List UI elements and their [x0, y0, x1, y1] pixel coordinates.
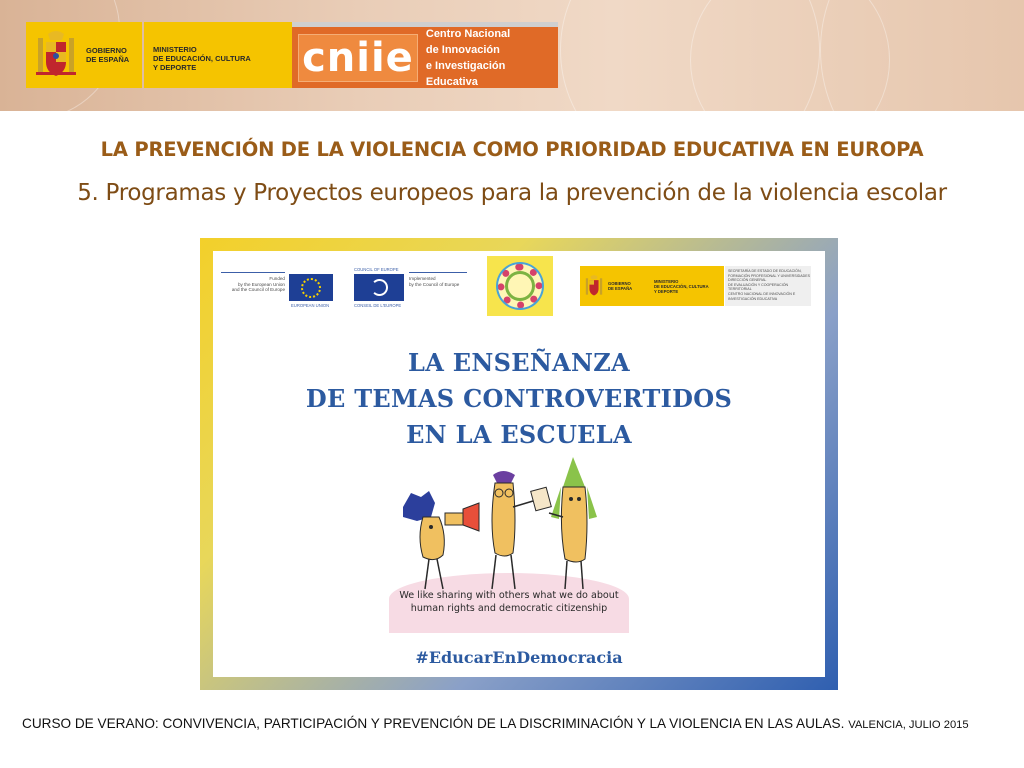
ministerio-line-1: MINISTERIO [153, 45, 197, 54]
coe-top-caption: COUNCIL OF EUROPE [354, 267, 399, 272]
poster-logos-row [213, 251, 825, 321]
poster-content [213, 251, 825, 677]
poster-hashtag: #EducarEnDemocracia [415, 648, 623, 667]
mini-gobierno-line-2: DE ESPAÑA [608, 286, 633, 291]
green-hat-character-icon [549, 457, 597, 589]
mini-coat-of-arms-icon [584, 273, 604, 299]
ministerio-line-3: Y DEPORTE [153, 63, 197, 72]
poster-title-line-1: LA ENSEÑANZA [408, 348, 630, 377]
ministerio-logo [144, 22, 292, 88]
header-banner [0, 0, 1024, 111]
cniie-logo [292, 22, 558, 88]
cniie-line-1: Centro Nacional [425, 27, 511, 40]
implemented-line-2: by the Council of Europe [409, 281, 460, 287]
gobierno-line-2: DE ESPAÑA [86, 55, 130, 64]
footer-place-date: VALENCIA, JULIO 2015 [848, 719, 969, 731]
funded-line-3: and the Council of Europe [231, 287, 285, 292]
slide-title: LA PREVENCIÓN DE LA VIOLENCIA COMO PRIORIDAD EDUCATIVA EN EUROPA [100, 138, 924, 161]
cniie-line-3: e Investigación Educativa [425, 59, 506, 88]
poster-title-line-2: DE TEMAS CONTROVERTIDOS [305, 384, 733, 413]
sec-line-2: FORMACIÓN PROFESIONAL Y UNIVERSIDADES [728, 273, 811, 278]
gobierno-espana-logo [26, 22, 142, 88]
sec-line-1: SECRETARÍA DE ESTADO DE EDUCACIÓN, [728, 269, 802, 273]
ministerio-line-2: DE EDUCACIÓN, CULTURA [153, 54, 251, 63]
cniie-wordmark: cniie [298, 34, 418, 82]
gobierno-line-1: GOBIERNO [86, 46, 127, 55]
poster-title [213, 345, 825, 453]
mini-ministerio-logo [650, 266, 724, 306]
mini-gobierno-line-1: GOBIERNO [608, 281, 631, 286]
glasses-character-icon [492, 471, 551, 589]
mini-gobierno-logo [580, 266, 650, 306]
cartoon-characters [393, 457, 633, 597]
eu-caption: EUROPEAN UNION [291, 303, 330, 308]
mini-ministerio-line-1: MINISTERIO [654, 279, 679, 284]
cniie-line-2: de Innovación [425, 43, 500, 56]
poster-title-line-3: EN LA ESCUELA [406, 420, 632, 449]
flower-wreath-icon [487, 256, 553, 316]
sec-line-4: DE EVALUACIÓN Y COOPERACIÓN TERRITORIAL [728, 282, 789, 292]
mini-ministerio-line-2: DE EDUCACIÓN, CULTURA [654, 284, 709, 289]
mini-ministerio-line-3: Y DEPORTE [654, 289, 679, 294]
speech-line-2: human rights and democratic citizenship [410, 603, 608, 614]
slide-footer [22, 716, 1012, 731]
eu-flag-icon [289, 274, 333, 301]
implemented-line-1: Implemented [409, 276, 436, 281]
slide-subtitle: 5. Programas y Proyectos europeos para la prevención de la violencia escolar [77, 180, 947, 206]
secretaria-block [725, 266, 811, 306]
coat-of-arms-icon [34, 28, 78, 82]
funded-line-2: by the European Union [238, 281, 285, 287]
sec-line-3: DIRECCIÓN GENERAL [728, 278, 767, 283]
speech-line-1: We like sharing with others what we do about [399, 590, 619, 601]
megaphone-character-icon [403, 491, 479, 589]
sec-line-6: INVESTIGACIÓN EDUCATIVA [728, 296, 778, 301]
footer-course: CURSO DE VERANO: CONVIVENCIA, PARTICIPACIÓN Y PREVENCIÓN DE LA DISCRIMINACIÓN Y LA VIOLENCIA EN LAS AULAS. [22, 716, 845, 731]
poster-image [200, 238, 838, 690]
coe-caption: CONSEIL DE L'EUROPE [354, 303, 402, 308]
council-of-europe-icon [354, 274, 404, 301]
sec-line-5: CENTRO NACIONAL DE INNOVACIÓN E [728, 291, 796, 296]
funded-line-1: Funded [269, 276, 285, 281]
